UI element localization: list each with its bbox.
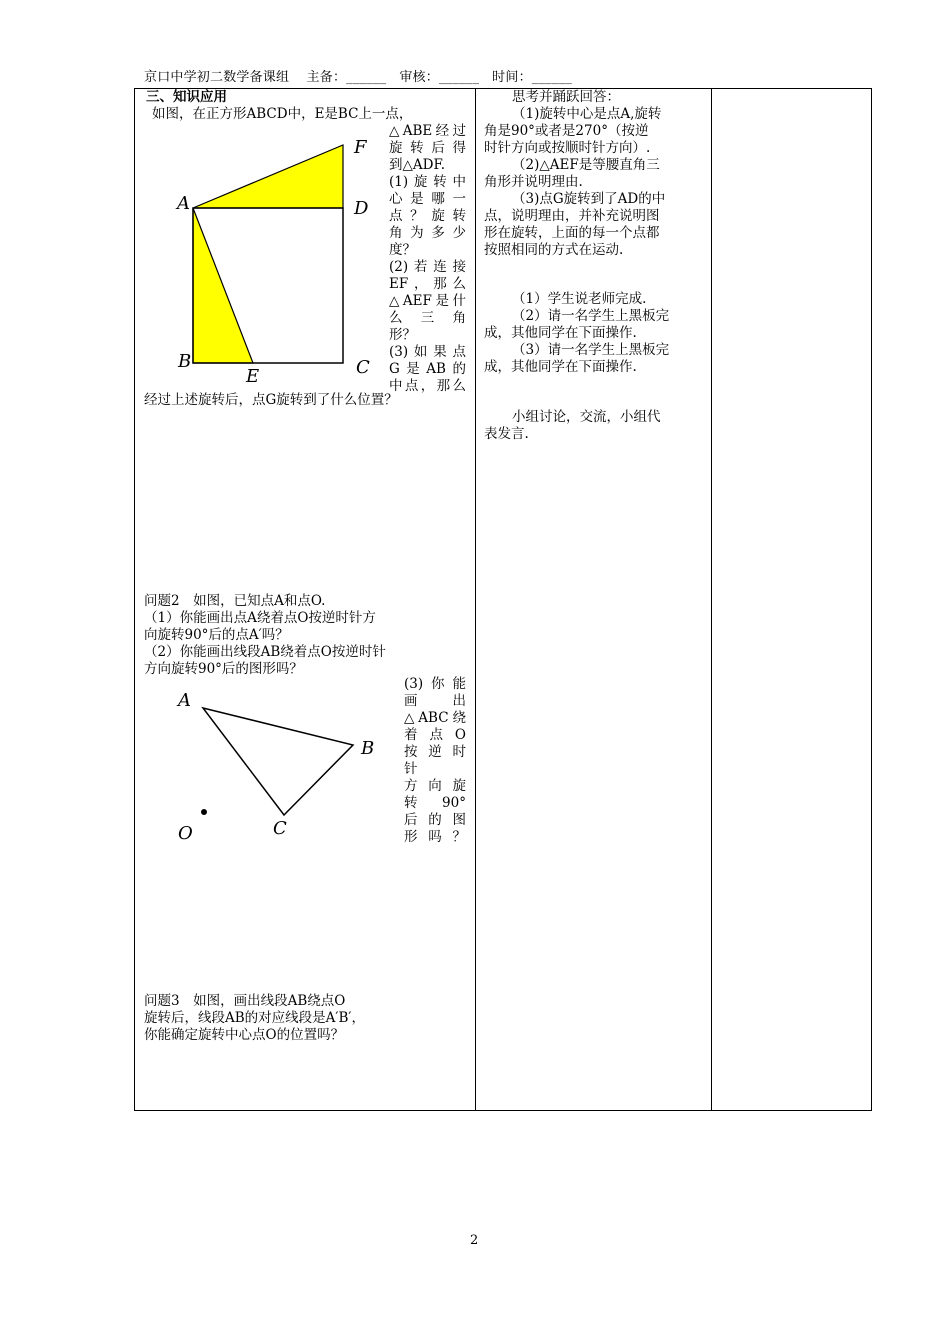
m3-line-1: 表发言. xyxy=(484,426,529,442)
q3-line-9: 形吗？ xyxy=(404,829,466,845)
column-divider-2 xyxy=(711,89,712,1110)
page-number: 2 xyxy=(470,1233,479,1248)
p2-line-2: 向旋转90°后的点A′吗？ xyxy=(144,627,289,643)
q3-line-4: 按逆时 xyxy=(404,744,466,760)
problem2-text xyxy=(144,593,386,678)
label-A: A xyxy=(177,193,190,214)
triangle-ADF xyxy=(193,145,343,208)
label-C: C xyxy=(356,357,370,378)
q1-line-12: 形？ xyxy=(389,327,416,343)
m1-line-2: 角是90°或者是270°（按逆 xyxy=(484,123,649,139)
label-F: F xyxy=(354,137,367,158)
q1-line-15: 中点，那么 xyxy=(389,378,466,394)
triangle-ABE xyxy=(193,208,253,363)
problem2-q3 xyxy=(404,676,466,846)
q1-line-7: 度？ xyxy=(389,242,416,258)
label-E: E xyxy=(246,366,260,387)
q1-line-2: 到△ADF. xyxy=(389,157,446,173)
p3-line-2: 你能确定旋转中心点O的位置吗？ xyxy=(144,1027,345,1043)
m2-line-2: 成，其他同学在下面操作. xyxy=(484,325,637,341)
p2-line-3: （2）你能画出线段AB绕着点O按逆时针 xyxy=(144,644,386,660)
student-activity-answers xyxy=(484,89,703,259)
label2-A: A xyxy=(178,690,191,711)
m1-line-3: 时针方向或按顺时针方向）. xyxy=(484,140,651,156)
student-activity-operations xyxy=(484,291,703,376)
section-title: 三、知识应用 xyxy=(146,89,227,105)
label-B: B xyxy=(178,351,192,372)
square-rotation-figure xyxy=(170,135,385,390)
q1-line-13: (3)如果点 xyxy=(389,344,466,360)
chief-blank: ______ xyxy=(346,70,387,85)
q1-line-3: (1)旋转中 xyxy=(389,174,466,190)
q1-line-0: △ABE经过 xyxy=(389,123,466,139)
q3-line-0: (3)你能 xyxy=(404,676,466,692)
page-header xyxy=(144,66,572,85)
q3-line-8: 后的图 xyxy=(404,812,466,828)
review-label: 审核： xyxy=(399,70,439,85)
m1-line-1: （1)旋转中心是点A,旋转 xyxy=(512,106,662,122)
m2-line-0: （1）学生说老师完成. xyxy=(512,291,647,307)
q1-line-9: EF，那么 xyxy=(389,276,466,292)
q3-line-5: 针 xyxy=(404,761,418,777)
q1-line-10: △AEF是什 xyxy=(389,293,466,309)
q1-line-1: 旋转后得 xyxy=(389,140,466,156)
m1-line-7: 点，说明理由，并补充说明图 xyxy=(484,208,660,224)
label2-O: O xyxy=(178,823,193,844)
label-D: D xyxy=(354,198,369,219)
q3-line-6: 方向旋 xyxy=(404,778,466,794)
p2-line-0: 问题2 如图，已知点A和点O. xyxy=(144,593,326,609)
problem1-intro: 如图，在正方形ABCD中，E是BC上一点， xyxy=(152,106,413,122)
chief-label: 主备： xyxy=(306,70,347,85)
m1-line-5: 角形并说明理由. xyxy=(484,174,583,190)
m1-line-9: 按照相同的方式在运动. xyxy=(484,242,624,258)
label2-B: B xyxy=(361,738,375,759)
p2-line-4: 方向旋转90°后的图形吗？ xyxy=(144,661,303,677)
m1-line-0: 思考并踊跃回答： xyxy=(512,89,620,105)
time-label: 时间： xyxy=(492,70,532,85)
q1-line-8: (2)若连接 xyxy=(389,259,466,275)
q3-line-2: △ABC绕 xyxy=(404,710,466,726)
problem3-text xyxy=(144,993,365,1044)
student-activity-discussion xyxy=(484,409,703,443)
q1-line-4: 心是哪一 xyxy=(389,191,466,207)
problem1-tail: 经过上述旋转后，点G旋转到了什么位置？ xyxy=(144,392,398,408)
p3-line-0: 问题3 如图，画出线段AB绕点O xyxy=(144,993,346,1009)
p3-line-1: 旋转后，线段AB的对应线段是A′B′， xyxy=(144,1010,365,1026)
q1-line-5: 点？旋转 xyxy=(389,208,466,224)
time-blank: ______ xyxy=(531,70,572,85)
m3-line-0: 小组讨论，交流，小组代 xyxy=(512,409,661,425)
m2-line-4: 成，其他同学在下面操作. xyxy=(484,359,637,375)
q3-line-7: 转90° xyxy=(404,795,466,811)
point-O xyxy=(201,809,207,815)
problem1-questions xyxy=(389,123,466,395)
q3-line-1: 画 出 xyxy=(404,693,466,709)
m1-line-4: （2)△AEF是等腰直角三 xyxy=(512,157,660,173)
m1-line-8: 形在旋转，上面的每一个点都 xyxy=(484,225,660,241)
q1-line-6: 角为多少 xyxy=(389,225,466,241)
label2-C: C xyxy=(273,818,287,839)
q1-line-14: G是AB的 xyxy=(389,361,466,377)
column-divider-1 xyxy=(475,89,476,1110)
school-group: 京口中学初二数学备课组 xyxy=(144,70,290,85)
m2-line-3: （3）请一名学生上黑板完 xyxy=(512,342,670,358)
triangle-ABC xyxy=(203,708,353,815)
m2-line-1: （2）请一名学生上黑板完 xyxy=(512,308,670,324)
q1-line-11: 么三角 xyxy=(389,310,466,326)
q3-line-3: 着点O xyxy=(404,727,466,743)
review-blank: ______ xyxy=(438,70,480,85)
m1-line-6: （3)点G旋转到了AD的中 xyxy=(512,191,666,207)
p2-line-1: （1）你能画出点A绕着点O按逆时针方 xyxy=(144,610,376,626)
